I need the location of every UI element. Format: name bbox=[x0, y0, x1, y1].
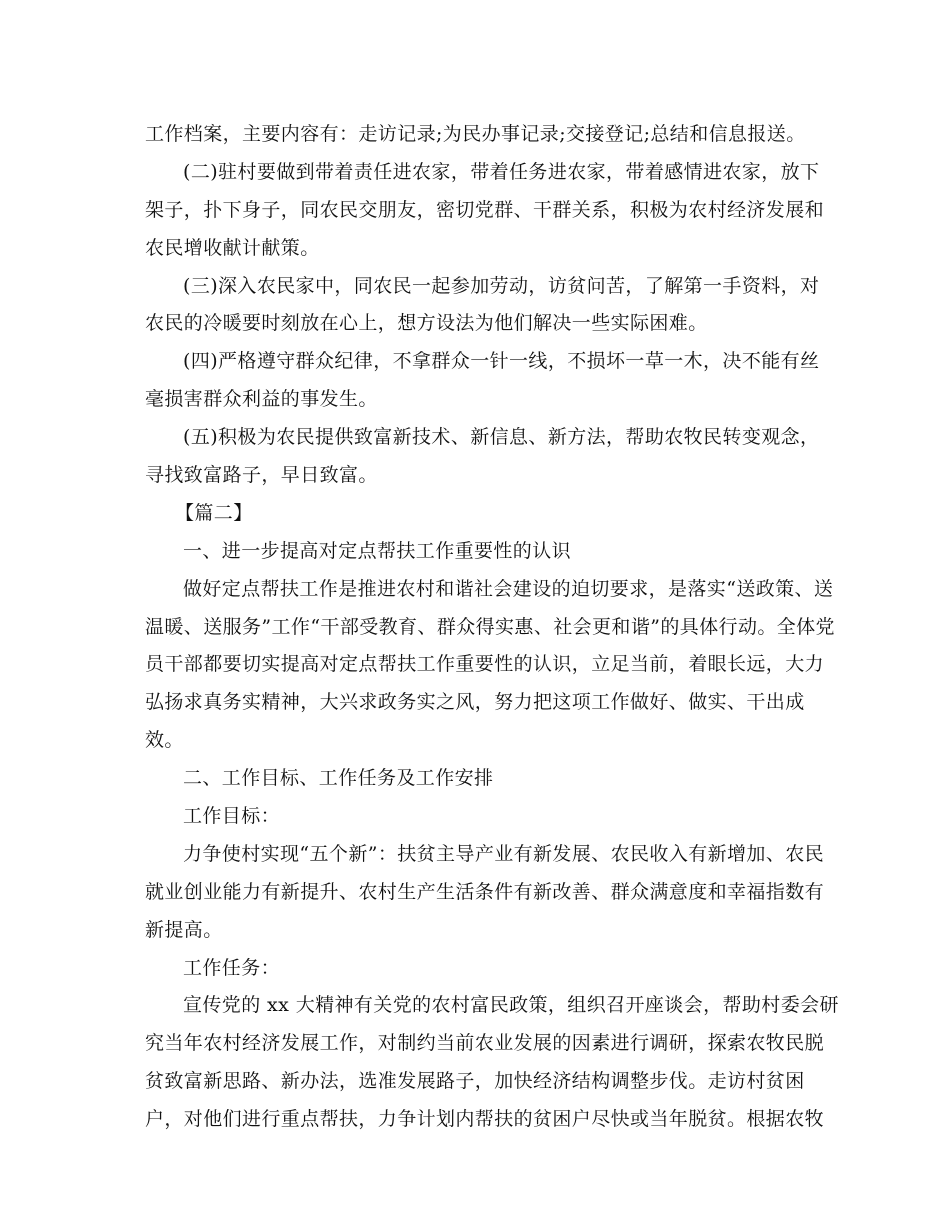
text-line: 宣传党的 xx 大精神有关党的农村富民政策，组织召开座谈会，帮助村委会研 bbox=[183, 994, 839, 1017]
text-line: 户，对他们进行重点帮扶，力争计划内帮扶的贫困户尽快或当年脱贫。根据农牧 bbox=[145, 1108, 825, 1131]
text-line: 二、工作目标、工作任务及工作安排 bbox=[183, 767, 494, 790]
text-line: 农民的冷暖要时刻放在心上，想方设法为他们解决一些实际困难。 bbox=[145, 312, 708, 335]
text-line: 工作目标： bbox=[183, 805, 281, 828]
text-line: 工作任务： bbox=[183, 956, 281, 979]
text-line: 工作档案，主要内容有：走访记录;为民办事记录;交接登记;总结和信息报送。 bbox=[145, 123, 806, 145]
text-line: 农民增收献计献策。 bbox=[145, 236, 320, 259]
text-line: 温暖、送服务”工作“干部受教育、群众得实惠、社会更和谐”的具体行动。全体党 bbox=[145, 615, 835, 638]
text-line: 毫损害群众利益的事发生。 bbox=[145, 388, 378, 411]
text-line: 贫致富新思路、新办法，选准发展路子，加快经济结构调整步伐。走访村贫困 bbox=[145, 1070, 805, 1093]
section-heading: 【篇二】 bbox=[175, 501, 253, 524]
text-line: 就业创业能力有新提升、农村生产生活条件有新改善、群众满意度和幸福指数有 bbox=[145, 880, 825, 903]
text-line: (五)积极为农民提供致富新技术、新信息、新方法，帮助农牧民转变观念， bbox=[183, 426, 820, 449]
document-body bbox=[145, 116, 839, 1139]
text-line: (三)深入农民家中，同农民一起参加劳动，访贫问苦，了解第一手资料，对 bbox=[183, 274, 820, 297]
text-line: 架子，扑下身子，同农民交朋友，密切党群、干群关系，积极为农村经济发展和 bbox=[145, 198, 825, 221]
text-line: 做好定点帮扶工作是推进农村和谐社会建设的迫切要求，是落实“送政策、送 bbox=[183, 577, 834, 600]
text-line: (二)驻村要做到带着责任进农家，带着任务进农家，带着感情进农家，放下 bbox=[183, 160, 820, 183]
text-line: 一、进一步提高对定点帮扶工作重要性的认识 bbox=[183, 539, 572, 562]
text-line: 究当年农村经济发展工作，对制约当前农业发展的因素进行调研，探索农牧民脱 bbox=[145, 1032, 825, 1055]
text-line: 新提高。 bbox=[145, 918, 223, 941]
text-line: 效。 bbox=[145, 729, 184, 752]
text-line: 寻找致富路子，早日致富。 bbox=[145, 464, 378, 487]
text-line: 员干部都要切实提高对定点帮扶工作重要性的认识，立足当前，着眼长远，大力 bbox=[145, 653, 825, 676]
text-line: 力争使村实现“五个新”：扶贫主导产业有新发展、农民收入有新增加、农民 bbox=[183, 842, 825, 865]
text-line: (四)严格遵守群众纪律，不拿群众一针一线，不损坏一草一木，决不能有丝 bbox=[183, 350, 820, 373]
text-line: 弘扬求真务实精神，大兴求政务实之风，努力把这项工作做好、做实、干出成 bbox=[145, 691, 805, 714]
